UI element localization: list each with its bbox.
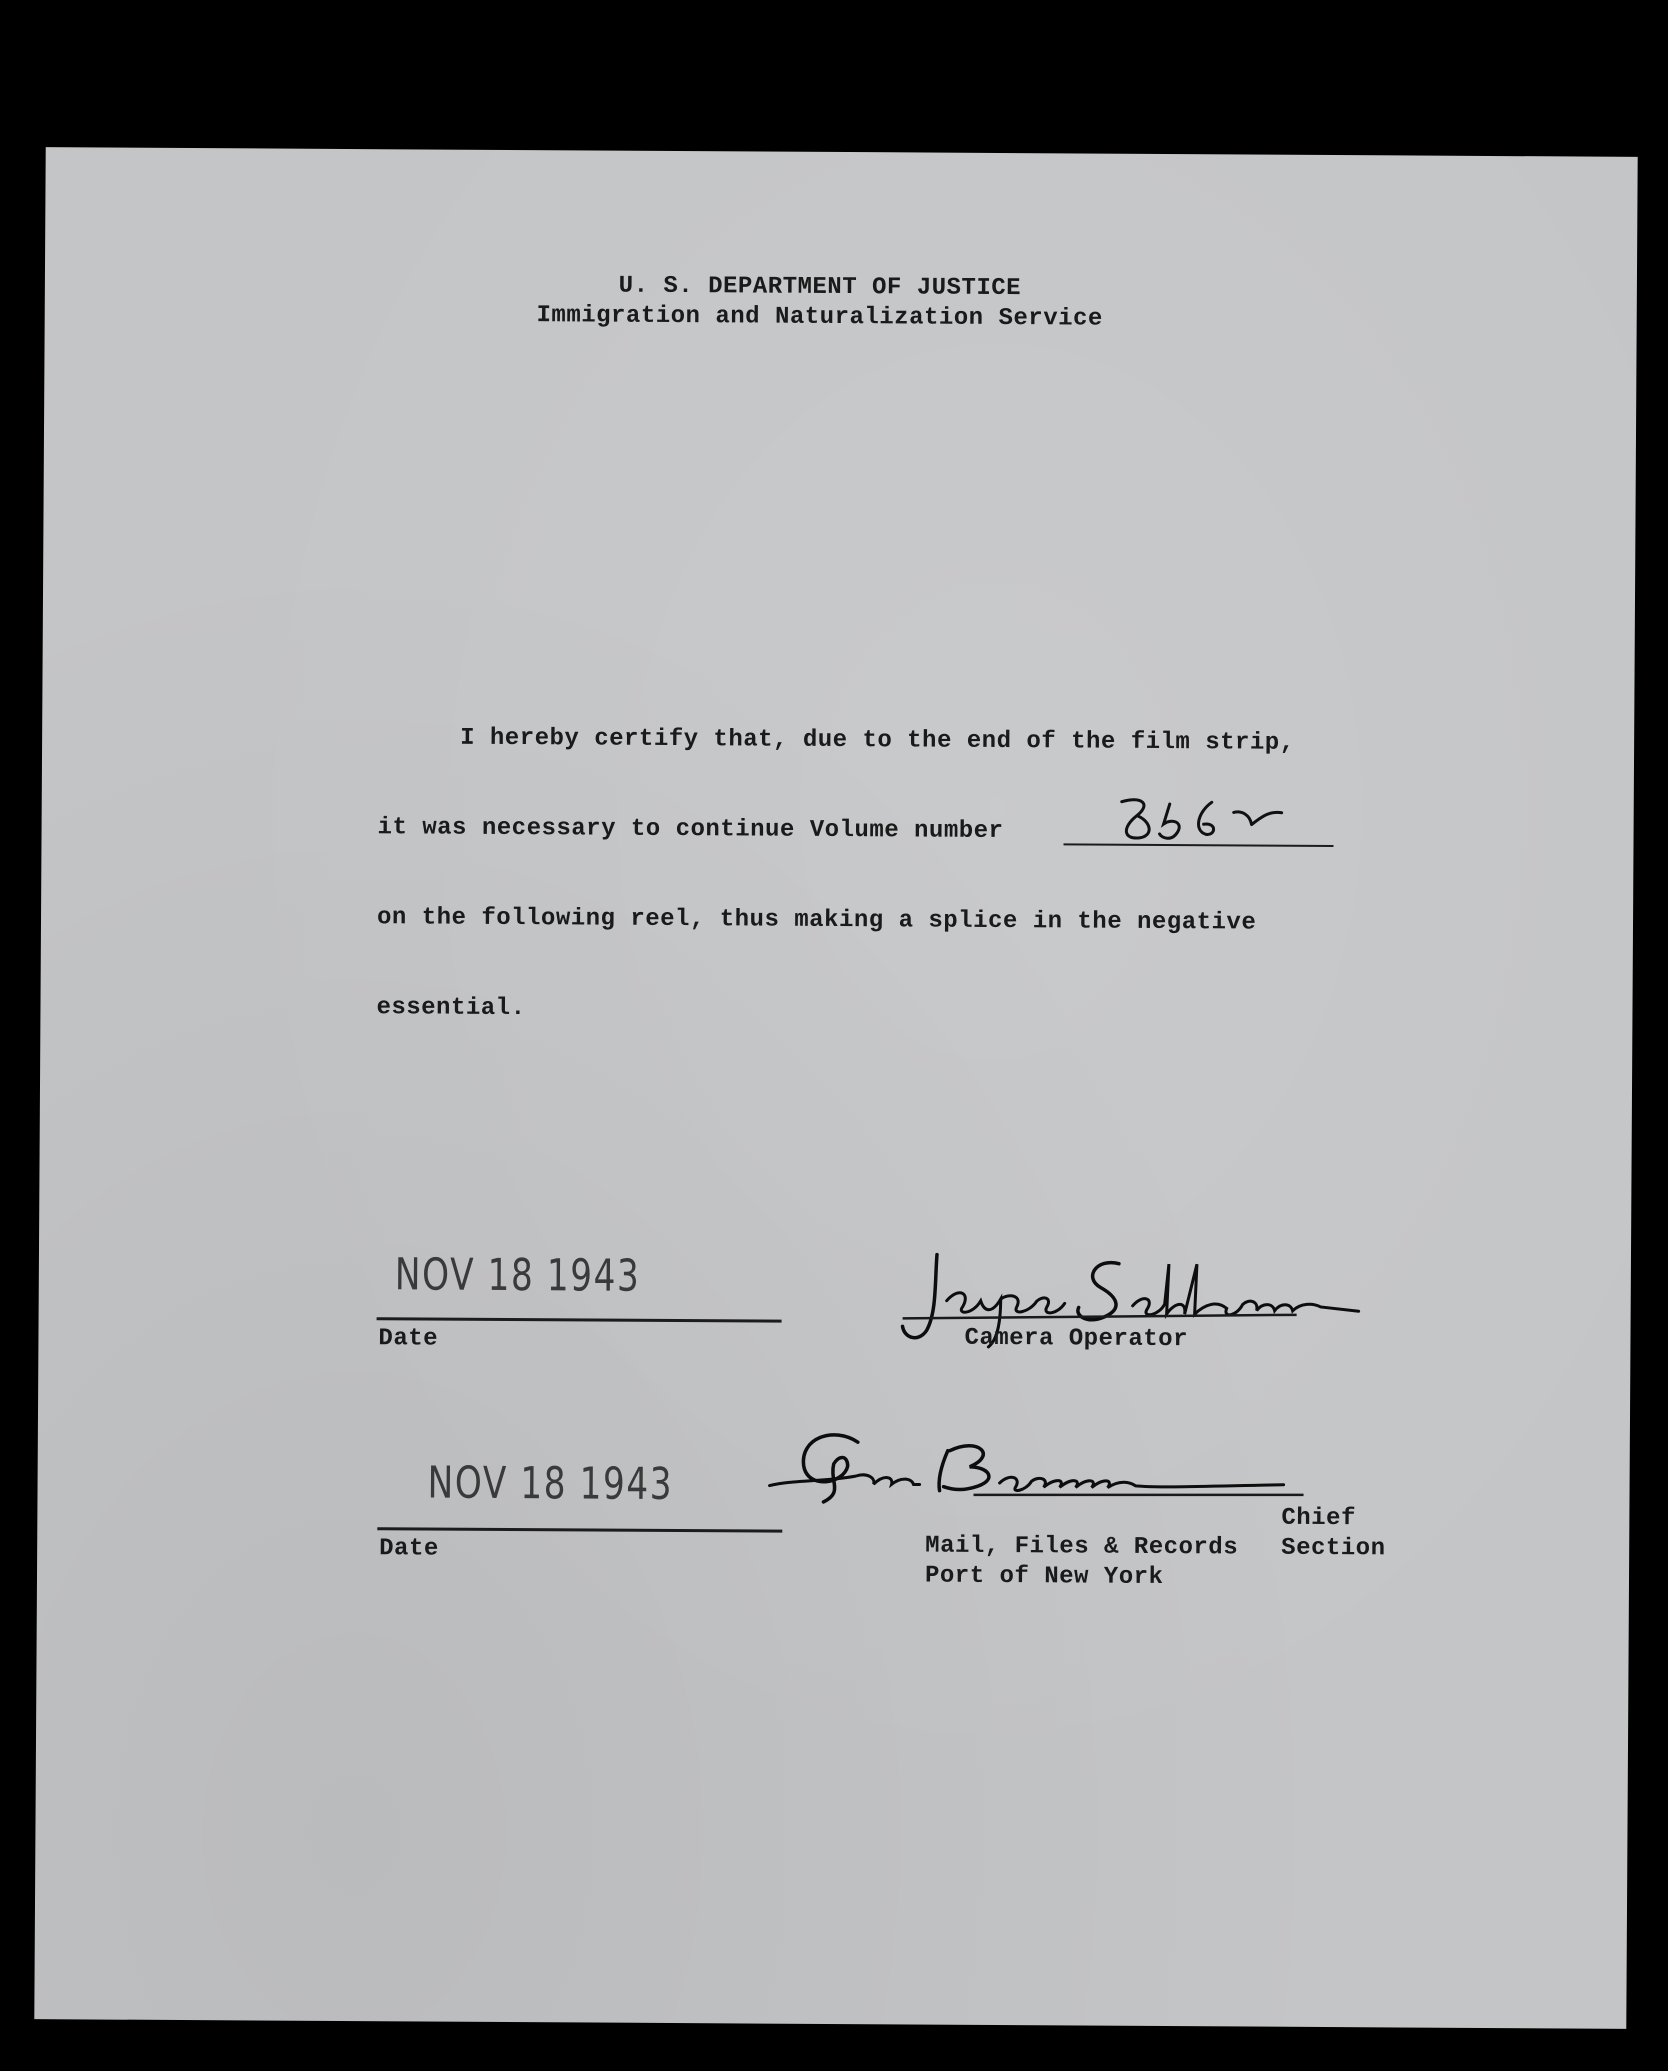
certificate-line-2: it was necessary to continue Volume number [377,814,1004,846]
header-service: Immigration and Naturalization Service [536,302,1103,333]
certificate-line-3: on the following reel, thus making a splice in the negative [376,904,1257,937]
volume-number-handwritten [1111,794,1291,855]
chief-signature [763,1420,1324,1523]
camera-operator-label: Camera Operator [964,1324,1189,1354]
date-stamp-1: NOV 18 1943 [394,1249,641,1302]
chief-label: Chief [1281,1504,1356,1533]
department-line-1: Mail, Files & Records [925,1532,1239,1562]
certificate-line-4: essential. [376,994,526,1023]
date-label-2: Date [379,1535,439,1563]
document-page [34,147,1637,2029]
certificate-line-1: I hereby certify that, due to the end of the film strip, [460,724,1295,757]
section-label: Section [1281,1534,1386,1563]
header-department: U. S. DEPARTMENT OF JUSTICE [618,272,1022,303]
date-stamp-2: NOV 18 1943 [427,1457,674,1511]
date-line-2 [377,1527,782,1532]
date-line-1 [377,1317,782,1322]
date-label-1: Date [378,1325,439,1353]
department-line-2: Port of New York [924,1562,1164,1592]
